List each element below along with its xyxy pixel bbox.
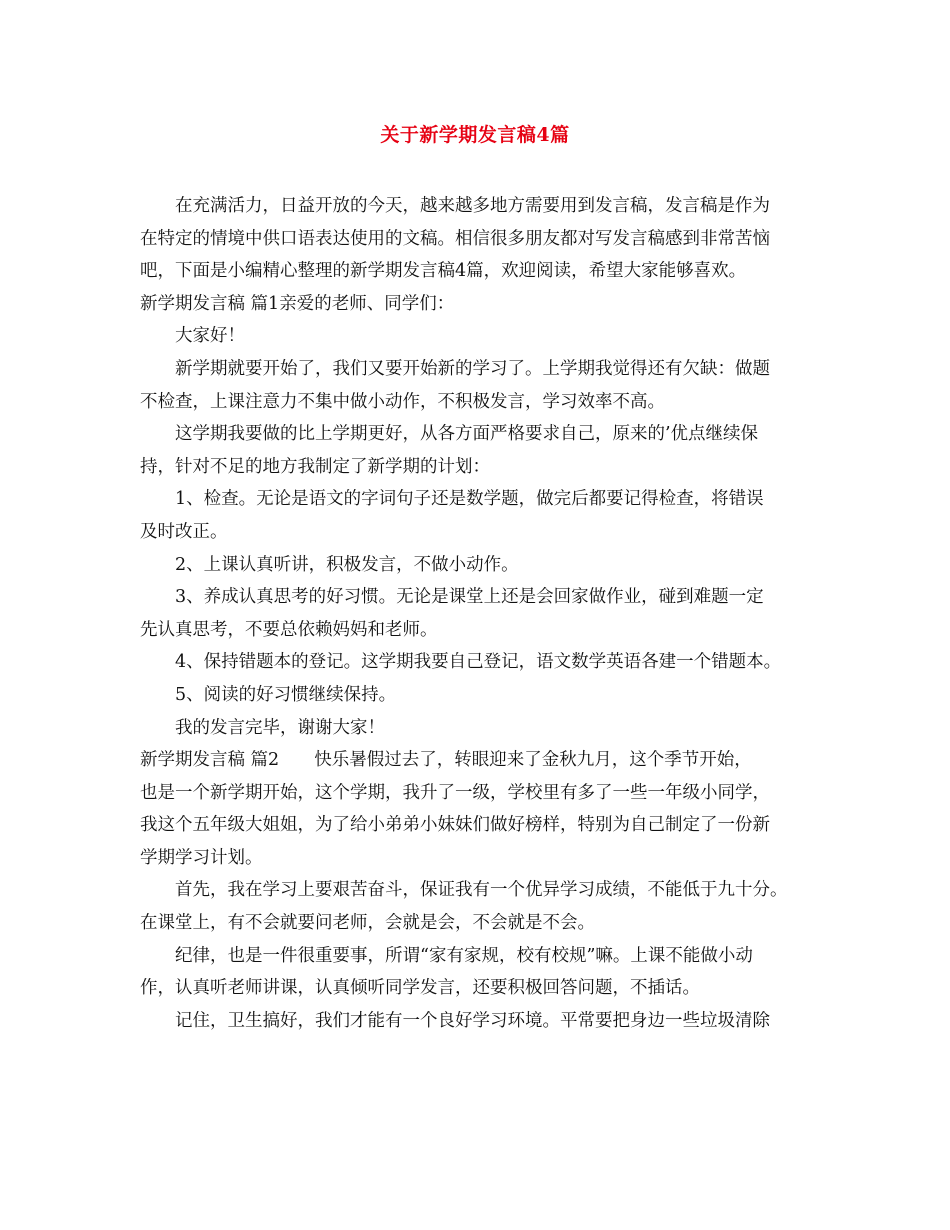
text-line: 持，针对不足的地方我制定了新学期的计划： (140, 456, 490, 477)
text-line: 记住，卫生搞好，我们才能有一个良好学习环境。平常要把身边一些垃圾清除 (175, 1010, 770, 1031)
text-line: 3、养成认真思考的好习惯。无论是课堂上还是会回家做作业，碰到难题一定 (175, 587, 764, 608)
text-line: 新学期就要开始了，我们又要开始新的学习了。上学期我觉得还有欠缺：做题 (175, 358, 770, 379)
text-line: 这学期我要做的比上学期更好，从各方面严格要求自己，原来的’优点继续保 (175, 424, 759, 445)
text-line: 5、阅读的好习惯继续保持。 (175, 684, 397, 705)
text-line: 我的发言完毕，谢谢大家！ (175, 717, 385, 738)
text-line: 首先，我在学习上要艰苦奋斗，保证我有一个优异学习成绩，不能低于九十分。 (175, 880, 788, 901)
text-line: 也是一个新学期开始，这个学期，我升了一级，学校里有多了一些一年级小同学， (140, 782, 770, 803)
text-line: 在特定的情境中供口语表达使用的文稿。相信很多朋友都对写发言稿感到非常苦恼 (140, 228, 770, 249)
text-line: 在课堂上，有不会就要问老师，会就是会，不会就是不会。 (140, 913, 595, 934)
text-line: 4、保持错题本的登记。这学期我要自己登记，语文数学英语各建一个错题本。 (175, 652, 782, 673)
text-line: 纪律，也是一件很重要事，所谓“家有家规，校有校规”嘛。上课不能做小动 (175, 945, 753, 966)
text-line: 吧，下面是小编精心整理的新学期发言稿4篇，欢迎阅读，希望大家能够喜欢。 (140, 261, 747, 282)
document-title: 关于新学期发言稿4篇 (380, 124, 570, 146)
text-line: 2、上课认真听讲，积极发言，不做小动作。 (175, 554, 519, 575)
text-line: 及时改正。 (140, 521, 228, 542)
text-line: 1、检查。无论是语文的字词句子还是数学题，做完后都要记得检查，将错误 (175, 489, 764, 510)
text-line: 在充满活力，日益开放的今天，越来越多地方需要用到发言稿，发言稿是作为 (175, 196, 770, 216)
text-line: 我这个五年级大姐姐，为了给小弟弟小妹妹们做好榜样，特别为自己制定了一份新 (140, 815, 770, 836)
text-line: 不检查，上课注意力不集中做小动作，不积极发言，学习效率不高。 (140, 391, 665, 412)
text-line: 作，认真听老师讲课，认真倾听同学发言，还要积极回答问题，不插话。 (140, 978, 700, 999)
text-line: 学期学习计划。 (140, 847, 263, 868)
text-line: 先认真思考，不要总依赖妈妈和老师。 (140, 619, 438, 640)
document-body (140, 190, 830, 1037)
text-line: 新学期发言稿 篇2 快乐暑假过去了，转眼迎来了金秋九月，这个季节开始， (140, 750, 752, 771)
text-line: 新学期发言稿 篇1亲爱的老师、同学们： (140, 293, 455, 314)
text-line: 大家好！ (175, 326, 245, 347)
